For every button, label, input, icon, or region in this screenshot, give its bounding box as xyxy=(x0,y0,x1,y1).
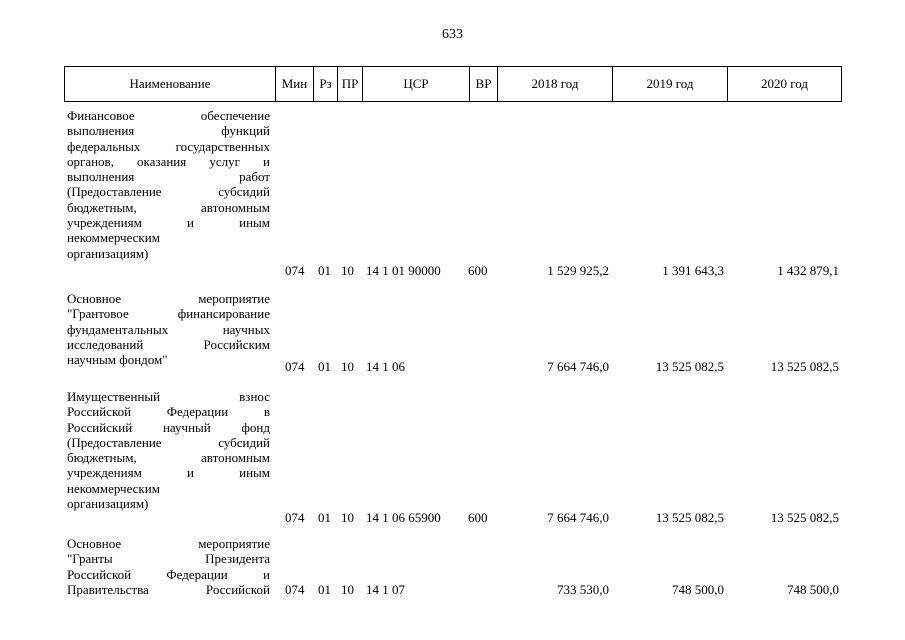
row-name-line: Правительства Российской xyxy=(67,581,270,597)
row-name-line: "Гранты Президента xyxy=(67,551,270,567)
row-name-line: Основное мероприятие xyxy=(67,536,270,551)
cell-min: 074 xyxy=(285,359,305,374)
row-name-line: Имущественный взнос xyxy=(67,389,270,404)
row-name-line: (Предоставление субсидий xyxy=(67,184,270,200)
row-name xyxy=(67,108,270,261)
row-name-line: учреждениям и иным xyxy=(67,215,270,231)
row-name-line: фундаментальных научных xyxy=(67,321,270,337)
cell-min: 074 xyxy=(285,263,305,278)
cell-pr: 10 xyxy=(341,582,354,597)
cell-csr: 14 1 06 65900 xyxy=(366,510,441,525)
row-name-line: Основное мероприятие xyxy=(67,291,270,306)
header-csr: ЦСР xyxy=(363,67,470,101)
row-name-line: некоммерческим xyxy=(67,480,160,496)
header-2020: 2020 год xyxy=(761,76,808,91)
cell-2019: 13 525 082,5 xyxy=(655,359,724,374)
row-name-line: выполнения работ xyxy=(67,169,270,185)
row-name-line: исследований Российским xyxy=(67,336,270,352)
row-name-line: бюджетным, автономным xyxy=(67,450,270,466)
cell-vr: 600 xyxy=(468,510,488,525)
cell-2020: 13 525 082,5 xyxy=(770,359,839,374)
cell-2018: 7 664 746,0 xyxy=(547,359,609,374)
cell-csr: 14 1 01 90000 xyxy=(366,263,441,278)
header-2019: 2019 год xyxy=(613,67,728,101)
cell-vr: 600 xyxy=(468,263,488,278)
row-name-line: органов, оказания услуг и xyxy=(67,153,270,169)
row-name-line: "Грантовое финансирование xyxy=(67,306,270,322)
cell-2018: 733 530,0 xyxy=(557,582,609,597)
row-name xyxy=(67,291,270,367)
cell-pr: 10 xyxy=(341,263,354,278)
cell-csr: 14 1 06 xyxy=(366,359,405,374)
cell-2020: 1 432 879,1 xyxy=(777,263,839,278)
row-name-line: Финансовое обеспечение xyxy=(67,108,270,123)
cell-pr: 10 xyxy=(341,510,354,525)
cell-rz: 01 xyxy=(318,263,331,278)
table-header xyxy=(64,66,842,102)
cell-csr: 14 1 07 xyxy=(366,582,405,597)
header-vr: ВР xyxy=(470,67,498,101)
cell-2018: 1 529 925,2 xyxy=(547,263,609,278)
row-name-line: Российской Федерации в xyxy=(67,404,270,420)
cell-2018: 7 664 746,0 xyxy=(547,510,609,525)
row-name-line: организациям) xyxy=(67,245,149,261)
page-number: 633 xyxy=(442,27,463,42)
cell-2020: 748 500,0 xyxy=(787,582,839,597)
row-name-line: Российский научный фонд xyxy=(67,419,270,435)
header-min: Мин xyxy=(276,67,314,101)
header-pr: ПР xyxy=(338,67,363,101)
cell-rz: 01 xyxy=(318,359,331,374)
row-name-line: учреждениям и иным xyxy=(67,465,270,481)
header-rz: Рз xyxy=(314,67,338,101)
cell-2019: 748 500,0 xyxy=(672,582,724,597)
cell-rz: 01 xyxy=(318,582,331,597)
cell-min: 074 xyxy=(285,582,305,597)
cell-2019: 13 525 082,5 xyxy=(655,510,724,525)
row-name-line: организациям) xyxy=(67,496,149,512)
cell-2019: 1 391 643,3 xyxy=(662,263,724,278)
row-name-line: научным фондом" xyxy=(67,352,168,368)
row-name-line: (Предоставление субсидий xyxy=(67,434,270,450)
row-name-line: федеральных государственных xyxy=(67,138,270,154)
cell-pr: 10 xyxy=(341,359,354,374)
cell-min: 074 xyxy=(285,510,305,525)
row-name-line: некоммерческим xyxy=(67,230,160,246)
row-name-line: бюджетным, автономным xyxy=(67,199,270,215)
row-name xyxy=(67,536,270,597)
row-name-line: выполнения функций xyxy=(67,123,270,139)
cell-2020: 13 525 082,5 xyxy=(770,510,839,525)
header-2018: 2018 год xyxy=(498,67,613,101)
header-name: Наименование xyxy=(65,67,276,101)
cell-rz: 01 xyxy=(318,510,331,525)
row-name xyxy=(67,389,270,511)
row-name-line: Российской Федерации и xyxy=(67,566,270,582)
